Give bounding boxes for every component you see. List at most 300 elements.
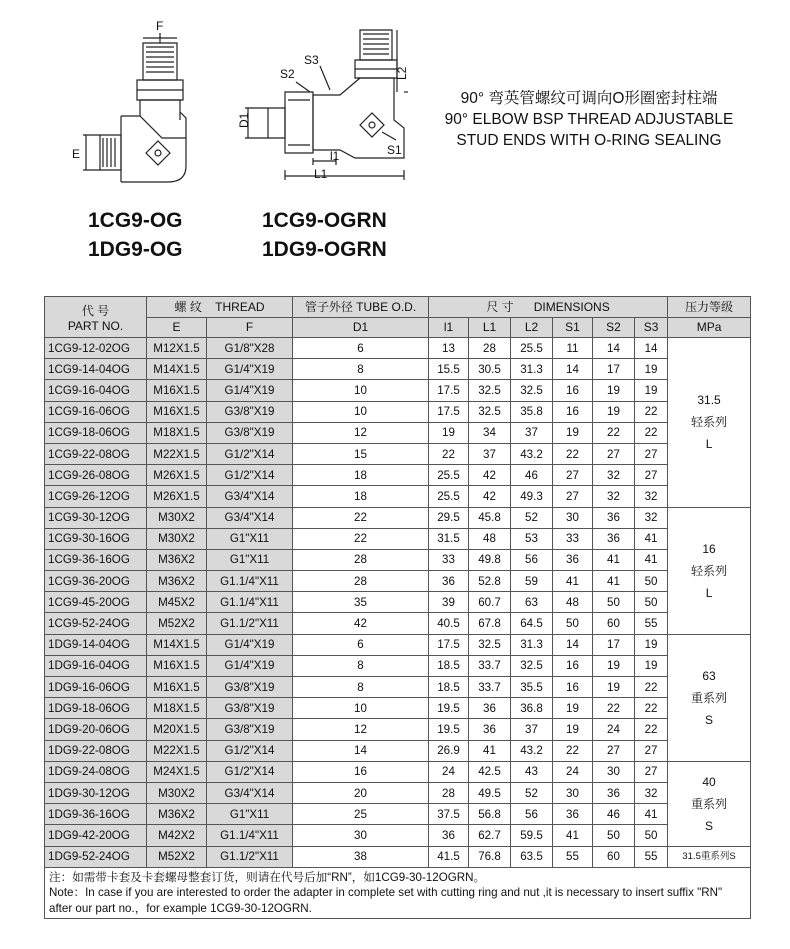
table-row — [45, 761, 751, 782]
cell-e: M12X1.5 — [147, 338, 207, 359]
cell-f: G3/4"X14 — [207, 507, 293, 528]
header-dim-cn: 尺 寸 — [486, 300, 514, 315]
cell-e: M16X1.5 — [147, 401, 207, 422]
cell-part: 1CG9-22-08OG — [45, 443, 147, 464]
cell-s2: 19 — [593, 677, 635, 698]
cell-s1: 27 — [553, 486, 593, 507]
cell-s2: 19 — [593, 401, 635, 422]
pressure-group-series: 重系列 — [691, 690, 728, 705]
table-row — [45, 592, 751, 613]
cell-s3: 27 — [635, 740, 668, 761]
pressure-group-series: 轻系列 — [691, 563, 728, 578]
cell-part: 1CG9-52-24OG — [45, 613, 147, 634]
cell-s3: 22 — [635, 698, 668, 719]
cell-f: G3/8"X19 — [207, 422, 293, 443]
cell-s1: 19 — [553, 422, 593, 443]
cell-L1: 37 — [469, 443, 511, 464]
cell-part: 1DG9-30-12OG — [45, 782, 147, 803]
cell-L2: 53 — [511, 528, 553, 549]
cell-L1: 36 — [469, 698, 511, 719]
cell-part: 1CG9-30-16OG — [45, 528, 147, 549]
cell-s3: 32 — [635, 486, 668, 507]
cell-l1: 37.5 — [429, 804, 469, 825]
cell-f: G1.1/4"X11 — [207, 571, 293, 592]
left-fitting-drawing — [83, 33, 186, 182]
cell-L2: 59 — [511, 571, 553, 592]
cell-L2: 49.3 — [511, 486, 553, 507]
dim-label-l1: l1 — [330, 149, 340, 163]
cell-d1: 35 — [293, 592, 429, 613]
cell-d1: 16 — [293, 761, 429, 782]
cell-f: G1/2"X14 — [207, 740, 293, 761]
table-row — [45, 507, 751, 528]
cell-l1: 24 — [429, 761, 469, 782]
cell-s1: 41 — [553, 825, 593, 846]
note-cn: 注：如需带卡套及卡套螺母整套订货，则请在代号后加“RN”，如1CG9-30-12OGRN。 — [49, 870, 486, 884]
cell-part: 1CG9-18-06OG — [45, 422, 147, 443]
pressure-group — [668, 634, 751, 761]
cell-s2: 36 — [593, 528, 635, 549]
cell-L1: 60.7 — [469, 592, 511, 613]
cell-f: G3/8"X19 — [207, 677, 293, 698]
cell-s1: 14 — [553, 359, 593, 380]
cell-s1: 11 — [553, 338, 593, 359]
cell-e: M52X2 — [147, 613, 207, 634]
cell-L1: 49.8 — [469, 549, 511, 570]
cell-s1: 50 — [553, 613, 593, 634]
cell-L2: 31.3 — [511, 359, 553, 380]
heading-en-line1: 90° ELBOW BSP THREAD ADJUSTABLE — [444, 111, 734, 128]
cell-s3: 41 — [635, 804, 668, 825]
model-name-left-line2: 1DG9-OG — [88, 238, 183, 261]
cell-s1: 27 — [553, 465, 593, 486]
header-dim-en: DIMENSIONS — [533, 300, 610, 315]
header-pressure-cn: 压力等级 — [668, 297, 751, 318]
table-row — [45, 846, 751, 867]
cell-s2: 17 — [593, 634, 635, 655]
cell-e: M52X2 — [147, 846, 207, 867]
cell-e: M14X1.5 — [147, 359, 207, 380]
cell-L2: 43 — [511, 761, 553, 782]
table-row — [45, 338, 751, 359]
cell-s1: 41 — [553, 571, 593, 592]
cell-e: M22X1.5 — [147, 740, 207, 761]
cell-part: 1DG9-20-06OG — [45, 719, 147, 740]
cell-s1: 33 — [553, 528, 593, 549]
cell-l1: 25.5 — [429, 486, 469, 507]
cell-s3: 27 — [635, 443, 668, 464]
cell-L2: 43.2 — [511, 740, 553, 761]
cell-s2: 22 — [593, 422, 635, 443]
cell-L1: 42 — [469, 486, 511, 507]
header-thread-cn: 螺 纹 — [174, 300, 202, 315]
cell-e: M36X2 — [147, 571, 207, 592]
cell-f: G1/4"X19 — [207, 380, 293, 401]
cell-s1: 16 — [553, 380, 593, 401]
cell-f: G1.1/4"X11 — [207, 592, 293, 613]
cell-l1: 33 — [429, 549, 469, 570]
cell-d1: 6 — [293, 338, 429, 359]
cell-s3: 55 — [635, 613, 668, 634]
cell-f: G1.1/2"X11 — [207, 613, 293, 634]
pressure-group-value: 31.5 — [697, 393, 721, 408]
cell-L1: 42 — [469, 465, 511, 486]
table-row — [45, 380, 751, 401]
cell-s2: 32 — [593, 465, 635, 486]
cell-d1: 20 — [293, 782, 429, 803]
cell-L2: 46 — [511, 465, 553, 486]
cell-L2: 52 — [511, 507, 553, 528]
cell-e: M36X2 — [147, 549, 207, 570]
table-row — [45, 613, 751, 634]
header-part-no — [45, 297, 147, 338]
dim-label-F: F — [156, 19, 164, 33]
header-L2: L2 — [511, 317, 553, 338]
cell-l1: 31.5 — [429, 528, 469, 549]
cell-l1: 19.5 — [429, 719, 469, 740]
cell-s3: 19 — [635, 655, 668, 676]
cell-l1: 19.5 — [429, 698, 469, 719]
cell-s2: 24 — [593, 719, 635, 740]
cell-d1: 8 — [293, 655, 429, 676]
header-S2: S2 — [593, 317, 635, 338]
cell-part: 1CG9-26-12OG — [45, 486, 147, 507]
table-row — [45, 422, 751, 443]
cell-d1: 38 — [293, 846, 429, 867]
pressure-group-series: 轻系列 — [691, 415, 728, 430]
cell-L1: 36 — [469, 719, 511, 740]
cell-s3: 22 — [635, 677, 668, 698]
cell-l1: 17.5 — [429, 380, 469, 401]
cell-s2: 27 — [593, 740, 635, 761]
cell-L2: 63 — [511, 592, 553, 613]
cell-s3: 55 — [635, 846, 668, 867]
cell-s1: 16 — [553, 655, 593, 676]
model-name-right-line1: 1CG9-OGRN — [262, 209, 387, 232]
cell-s1: 30 — [553, 507, 593, 528]
cell-part: 1DG9-52-24OG — [45, 846, 147, 867]
cell-L2: 36.8 — [511, 698, 553, 719]
cell-f: G3/8"X19 — [207, 401, 293, 422]
cell-s2: 50 — [593, 592, 635, 613]
cell-d1: 30 — [293, 825, 429, 846]
cell-d1: 42 — [293, 613, 429, 634]
cell-L2: 37 — [511, 719, 553, 740]
cell-f: G1"X11 — [207, 549, 293, 570]
cell-f: G3/8"X19 — [207, 698, 293, 719]
header-pressure-unit: MPa — [668, 317, 751, 338]
cell-s3: 22 — [635, 401, 668, 422]
cell-d1: 12 — [293, 719, 429, 740]
cell-L1: 28 — [469, 338, 511, 359]
pressure-group — [668, 507, 751, 634]
header-S3: S3 — [635, 317, 668, 338]
cell-L2: 37 — [511, 422, 553, 443]
cell-s3: 50 — [635, 571, 668, 592]
cell-s1: 30 — [553, 782, 593, 803]
cell-s2: 60 — [593, 846, 635, 867]
cell-L2: 32.5 — [511, 380, 553, 401]
cell-s2: 36 — [593, 782, 635, 803]
cell-f: G1"X11 — [207, 804, 293, 825]
cell-s2: 19 — [593, 655, 635, 676]
table-header-row-2 — [45, 317, 751, 338]
cell-L2: 43.2 — [511, 443, 553, 464]
pressure-group-value: 40 — [702, 774, 716, 789]
cell-l1: 36 — [429, 825, 469, 846]
cell-L1: 45.8 — [469, 507, 511, 528]
cell-s3: 19 — [635, 380, 668, 401]
table-row — [45, 401, 751, 422]
cell-d1: 8 — [293, 359, 429, 380]
cell-l1: 13 — [429, 338, 469, 359]
cell-s1: 36 — [553, 804, 593, 825]
cell-l1: 28 — [429, 782, 469, 803]
cell-L1: 33.7 — [469, 655, 511, 676]
cell-e: M36X2 — [147, 804, 207, 825]
header-L1: L1 — [469, 317, 511, 338]
cell-l1: 39 — [429, 592, 469, 613]
cell-s3: 41 — [635, 549, 668, 570]
note-en: Note：In case if you are interested to order the adapter in complete set with cutting ring and nut ,it is necessary to insert suffix "RN" after our part no.，for example 1CG9-30-12OGRN. — [49, 886, 723, 915]
cell-e: M18X1.5 — [147, 698, 207, 719]
right-fitting-drawing — [245, 30, 408, 180]
dim-label-S1: S1 — [387, 143, 402, 157]
cell-s2: 46 — [593, 804, 635, 825]
cell-part: 1DG9-22-08OG — [45, 740, 147, 761]
cell-e: M30X2 — [147, 782, 207, 803]
cell-f: G1.1/4"X11 — [207, 825, 293, 846]
cell-e: M20X1.5 — [147, 719, 207, 740]
cell-L2: 52 — [511, 782, 553, 803]
header-l1: l1 — [429, 317, 469, 338]
table-row — [45, 571, 751, 592]
cell-s2: 32 — [593, 486, 635, 507]
cell-s1: 14 — [553, 634, 593, 655]
cell-L2: 56 — [511, 549, 553, 570]
model-name-right-line2: 1DG9-OGRN — [262, 238, 387, 261]
cell-d1: 14 — [293, 740, 429, 761]
cell-e: M26X1.5 — [147, 465, 207, 486]
cell-s3: 32 — [635, 507, 668, 528]
cell-d1: 10 — [293, 380, 429, 401]
dim-label-E: E — [72, 147, 81, 161]
header-E: E — [147, 317, 207, 338]
cell-l1: 40.5 — [429, 613, 469, 634]
cell-L2: 56 — [511, 804, 553, 825]
header-thread — [147, 297, 293, 318]
cell-s1: 24 — [553, 761, 593, 782]
cell-e: M30X2 — [147, 528, 207, 549]
table-row — [45, 782, 751, 803]
cell-f: G1/4"X19 — [207, 359, 293, 380]
specification-table — [44, 296, 751, 919]
table-body — [45, 338, 751, 919]
cell-s1: 19 — [553, 698, 593, 719]
cell-d1: 6 — [293, 634, 429, 655]
cell-d1: 28 — [293, 571, 429, 592]
cell-s2: 27 — [593, 443, 635, 464]
pressure-group-cls: S — [705, 818, 714, 833]
cell-part: 1DG9-42-20OG — [45, 825, 147, 846]
cell-d1: 22 — [293, 507, 429, 528]
table-row — [45, 486, 751, 507]
cell-f: G1/2"X14 — [207, 443, 293, 464]
cell-part: 1CG9-16-04OG — [45, 380, 147, 401]
cell-part: 1DG9-24-08OG — [45, 761, 147, 782]
table-row — [45, 549, 751, 570]
cell-e: M24X1.5 — [147, 761, 207, 782]
cell-e: M18X1.5 — [147, 422, 207, 443]
cell-L1: 41 — [469, 740, 511, 761]
cell-l1: 29.5 — [429, 507, 469, 528]
cell-L1: 76.8 — [469, 846, 511, 867]
cell-L2: 35.8 — [511, 401, 553, 422]
cell-part: 1CG9-30-12OG — [45, 507, 147, 528]
note-row — [45, 867, 751, 919]
cell-e: M16X1.5 — [147, 380, 207, 401]
pressure-group — [668, 338, 751, 508]
cell-d1: 8 — [293, 677, 429, 698]
pressure-group-value: 16 — [702, 541, 716, 556]
cell-s1: 19 — [553, 719, 593, 740]
cell-l1: 36 — [429, 571, 469, 592]
cell-L2: 64.5 — [511, 613, 553, 634]
cell-L1: 33.7 — [469, 677, 511, 698]
cell-part: 1DG9-14-04OG — [45, 634, 147, 655]
dim-label-D1: D1 — [237, 112, 251, 128]
cell-f: G1/2"X14 — [207, 761, 293, 782]
cell-d1: 10 — [293, 401, 429, 422]
cell-d1: 25 — [293, 804, 429, 825]
cell-f: G1/2"X14 — [207, 465, 293, 486]
cell-L2: 35.5 — [511, 677, 553, 698]
cell-s3: 41 — [635, 528, 668, 549]
header-part-cn: 代 号 — [81, 303, 110, 318]
header-dimensions — [429, 297, 668, 318]
cell-s3: 27 — [635, 761, 668, 782]
cell-e: M26X1.5 — [147, 486, 207, 507]
cell-e: M30X2 — [147, 507, 207, 528]
table-row — [45, 677, 751, 698]
table-row — [45, 359, 751, 380]
table-header-row-1 — [45, 297, 751, 318]
table-row — [45, 465, 751, 486]
dim-label-S2: S2 — [280, 67, 295, 81]
table-row — [45, 719, 751, 740]
heading-cn: 90° 弯英管螺纹可调向O形圈密封柱端 — [460, 90, 718, 107]
cell-L1: 49.5 — [469, 782, 511, 803]
cell-s1: 22 — [553, 740, 593, 761]
cell-s2: 50 — [593, 825, 635, 846]
cell-s3: 27 — [635, 465, 668, 486]
cell-d1: 15 — [293, 443, 429, 464]
cell-L1: 32.5 — [469, 634, 511, 655]
model-name-left-line1: 1CG9-OG — [88, 209, 183, 232]
cell-l1: 26.9 — [429, 740, 469, 761]
header-tube-od: 管子外径 TUBE O.D. — [293, 297, 429, 318]
cell-l1: 41.5 — [429, 846, 469, 867]
cell-L1: 32.5 — [469, 401, 511, 422]
dim-label-L2: L2 — [395, 66, 409, 80]
cell-d1: 22 — [293, 528, 429, 549]
pressure-group-value: 63 — [702, 668, 716, 683]
cell-part: 1CG9-45-20OG — [45, 592, 147, 613]
cell-e: M45X2 — [147, 592, 207, 613]
cell-part: 1CG9-26-08OG — [45, 465, 147, 486]
cell-f: G1/8"X28 — [207, 338, 293, 359]
cell-s2: 41 — [593, 549, 635, 570]
cell-s2: 14 — [593, 338, 635, 359]
cell-d1: 18 — [293, 465, 429, 486]
cell-L1: 34 — [469, 422, 511, 443]
cell-d1: 18 — [293, 486, 429, 507]
cell-l1: 25.5 — [429, 465, 469, 486]
cell-part: 1DG9-18-06OG — [45, 698, 147, 719]
cell-L1: 48 — [469, 528, 511, 549]
model-name-left — [88, 206, 183, 264]
cell-s3: 19 — [635, 634, 668, 655]
cell-l1: 17.5 — [429, 401, 469, 422]
cell-L2: 63.5 — [511, 846, 553, 867]
cell-s2: 22 — [593, 698, 635, 719]
table-row — [45, 825, 751, 846]
header-thread-en: THREAD — [215, 300, 265, 315]
table-note — [45, 867, 751, 919]
cell-f: G1/4"X19 — [207, 655, 293, 676]
cell-l1: 18.5 — [429, 677, 469, 698]
cell-s3: 50 — [635, 592, 668, 613]
cell-s2: 41 — [593, 571, 635, 592]
cell-f: G1/4"X19 — [207, 634, 293, 655]
cell-l1: 17.5 — [429, 634, 469, 655]
cell-part: 1DG9-36-16OG — [45, 804, 147, 825]
cell-l1: 18.5 — [429, 655, 469, 676]
table-row — [45, 634, 751, 655]
cell-f: G3/4"X14 — [207, 782, 293, 803]
header-part-en: PART NO. — [67, 318, 124, 333]
product-heading — [424, 88, 754, 151]
cell-L1: 67.8 — [469, 613, 511, 634]
cell-s2: 36 — [593, 507, 635, 528]
cell-f: G3/8"X19 — [207, 719, 293, 740]
heading-en-line2: STUD ENDS WITH O-RING SEALING — [456, 132, 722, 149]
pressure-group — [668, 761, 751, 846]
cell-part: 1CG9-14-04OG — [45, 359, 147, 380]
table-row — [45, 443, 751, 464]
table-row — [45, 528, 751, 549]
header-D1: D1 — [293, 317, 429, 338]
cell-l1: 19 — [429, 422, 469, 443]
cell-part: 1CG9-36-16OG — [45, 549, 147, 570]
cell-L1: 30.5 — [469, 359, 511, 380]
header-F: F — [207, 317, 293, 338]
dim-label-L1: L1 — [314, 167, 328, 181]
table-row — [45, 740, 751, 761]
cell-L1: 52.8 — [469, 571, 511, 592]
cell-s3: 22 — [635, 422, 668, 443]
dim-label-S3: S3 — [304, 53, 319, 67]
cell-part: 1DG9-16-04OG — [45, 655, 147, 676]
model-name-right — [262, 206, 387, 264]
cell-l1: 15.5 — [429, 359, 469, 380]
cell-d1: 12 — [293, 422, 429, 443]
header-S1: S1 — [553, 317, 593, 338]
pressure-group-cls: L — [705, 585, 713, 600]
cell-e: M16X1.5 — [147, 655, 207, 676]
pressure-group-cls: L — [705, 437, 713, 452]
pressure-group-cls: S — [705, 712, 714, 727]
